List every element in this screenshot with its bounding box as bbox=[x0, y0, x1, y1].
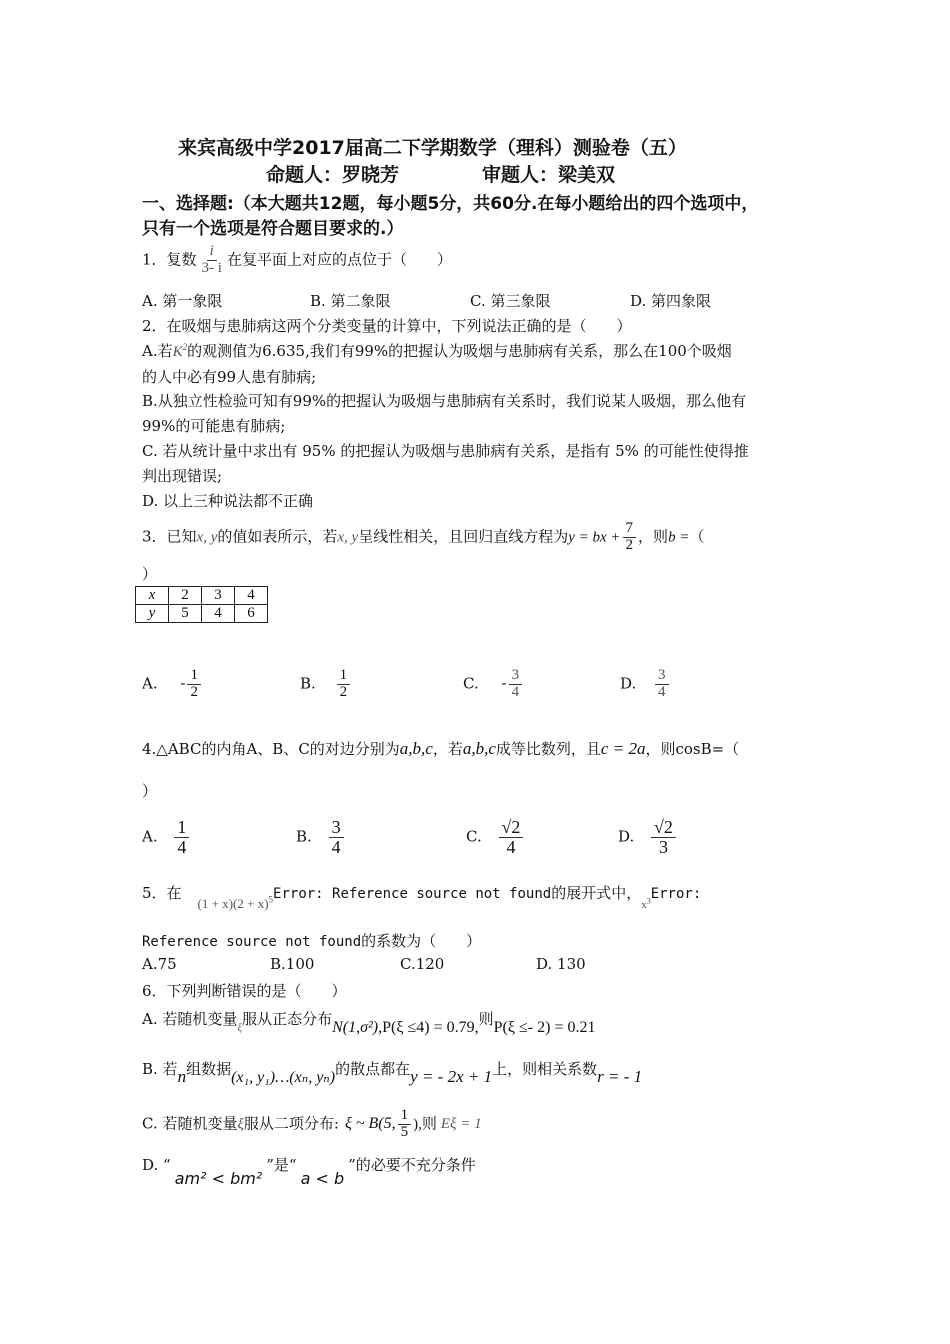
q4-option-c bbox=[466, 818, 525, 857]
option-label: D. bbox=[618, 827, 635, 846]
q5-exp: 5 bbox=[268, 894, 274, 905]
frac-den: 4 bbox=[506, 836, 516, 857]
question-1 bbox=[142, 244, 452, 277]
q3-option-b bbox=[300, 668, 352, 701]
option-sign: - bbox=[180, 674, 186, 693]
frac-num: 1 bbox=[398, 1108, 412, 1125]
q3-frac-den: 2 bbox=[625, 536, 634, 553]
q2-option-a-line1 bbox=[142, 340, 732, 361]
q2-option-c-line2: 判出现错误; bbox=[142, 467, 223, 485]
q4-abc: a,b,c bbox=[399, 739, 433, 758]
q6-a-mid: 服从正态分布 bbox=[242, 1010, 333, 1028]
xi-symbol: ξ bbox=[237, 1116, 244, 1133]
q2-option-b-line1: B.从独立性检验可知有99%的把握认为吸烟与患肺病有关系时，我们说某人吸烟，那么他有 bbox=[142, 392, 747, 410]
q6-b-pre: B. 若 bbox=[142, 1060, 178, 1078]
q1-option-d: D. 第四象限 bbox=[630, 292, 712, 310]
q6-a-then: 则 bbox=[478, 1010, 494, 1028]
q6-b-data: (x₁, y₁)…(xₙ, yₙ) bbox=[231, 1069, 336, 1086]
q1-pre: 1．复数 bbox=[142, 250, 197, 269]
q4-post: ，则cosB=（ bbox=[645, 740, 740, 758]
q6-b-r: r = - 1 bbox=[597, 1067, 643, 1086]
option-label: B. bbox=[300, 674, 316, 693]
option-fraction bbox=[651, 818, 676, 857]
frac-den: 4 bbox=[511, 683, 520, 700]
section-heading-line1: 一、选择题:（本大题共12题，每小题5分，共60分.在每小题给出的四个选项中， bbox=[142, 194, 759, 214]
q4-mid: ，若 bbox=[432, 740, 463, 758]
table-row bbox=[136, 587, 268, 605]
q6-b-post: 上，则相关系数 bbox=[492, 1060, 598, 1078]
q4-pre: 4.△ABC的内角A、B、C的对边分别为 bbox=[142, 740, 400, 758]
q6-d-mid: ”是“ bbox=[266, 1156, 297, 1174]
q3-xy: x, y bbox=[196, 529, 218, 546]
section-heading-line2: 只有一个选项是符合题目要求的.） bbox=[142, 219, 404, 239]
q2-option-c-line1: C. 若从统计量中求出有 95% 的把握认为吸烟与患肺病有关系，是指有 5% 的可能性使得推 bbox=[142, 442, 749, 460]
xi-symbol: ξ bbox=[237, 1022, 243, 1034]
option-label: C. bbox=[466, 827, 482, 846]
q1-option-a: A. 第一象限 bbox=[142, 292, 223, 310]
table-row bbox=[136, 605, 268, 623]
q3-option-a bbox=[142, 668, 203, 701]
q5-expr: (1 + x)(2 + x) bbox=[197, 896, 269, 911]
q3-xy2: x, y bbox=[337, 529, 359, 546]
q3-mid1: 的值如表所示，若 bbox=[217, 527, 338, 546]
q1-post: 在复平面上对应的点位于（ ） bbox=[226, 250, 452, 269]
frac-den: 4 bbox=[177, 836, 187, 857]
q3-frac-num: 7 bbox=[623, 521, 637, 538]
q4-mid2: 成等比数列，且 bbox=[495, 740, 601, 758]
q5-post: 的系数为（ ） bbox=[361, 932, 482, 950]
q6-option-d bbox=[142, 1154, 476, 1188]
q5-error-1: Error: Reference source not found bbox=[273, 886, 552, 902]
q6-d-post: ”的必要不充分条件 bbox=[348, 1156, 476, 1174]
q4-option-a bbox=[142, 818, 191, 857]
q1-option-c: C. 第三象限 bbox=[470, 292, 551, 310]
frac-num: 1 bbox=[174, 818, 189, 838]
q6-c-fraction bbox=[398, 1108, 412, 1141]
q6-b-line: y = - 2x + 1 bbox=[410, 1067, 493, 1086]
q4-abc-2: a,b,c bbox=[462, 739, 496, 758]
q6-c-dist-post: ), bbox=[413, 1116, 422, 1133]
author-label: 命题人：罗晓芳 bbox=[266, 164, 400, 186]
frac-num: 1 bbox=[337, 668, 351, 685]
q5-option-a: A.75 bbox=[142, 955, 177, 973]
table-cell: 3 bbox=[202, 587, 235, 605]
option-fraction bbox=[337, 668, 351, 701]
q1-fraction bbox=[199, 244, 225, 277]
q6-a-prob2: P(ξ ≤- 2) = 0.21 bbox=[493, 1019, 596, 1036]
q2-stem: 2．在吸烟与患肺病这两个分类变量的计算中，下列说法正确的是（ ） bbox=[142, 317, 632, 335]
q6-b-mid: 组数据 bbox=[186, 1060, 232, 1078]
q5-x: x bbox=[641, 899, 647, 911]
q5-error-2a: Error: bbox=[650, 886, 702, 902]
table-cell: 4 bbox=[202, 605, 235, 623]
frac-den: 5 bbox=[400, 1123, 409, 1140]
frac-num: 3 bbox=[655, 668, 669, 685]
option-sign: - bbox=[501, 674, 507, 693]
frac-num: √2 bbox=[651, 818, 676, 838]
q3-table bbox=[135, 586, 268, 623]
table-cell: 5 bbox=[169, 605, 202, 623]
frac-den: 3 bbox=[658, 836, 668, 857]
option-label: A. bbox=[142, 827, 158, 846]
q6-c-pre: C. 若随机变量 bbox=[142, 1114, 238, 1133]
q5-option-c: C.120 bbox=[400, 955, 445, 973]
frac-num: √2 bbox=[499, 818, 524, 838]
q3-b: b = bbox=[668, 529, 690, 546]
q6-option-b bbox=[142, 1058, 643, 1086]
q5-x-exp: 3 bbox=[646, 896, 651, 906]
q4-condition: c = 2a bbox=[600, 739, 646, 758]
q1-num: i bbox=[207, 244, 217, 261]
q3-mid2: 呈线性相关，且回归直线方程为 bbox=[358, 527, 569, 546]
q3-paren: （ bbox=[689, 527, 705, 546]
q5-x3 bbox=[641, 896, 651, 911]
q6-option-a bbox=[142, 1008, 596, 1036]
frac-den: 4 bbox=[331, 836, 341, 857]
q3-close-paren: ） bbox=[142, 565, 158, 583]
option-label: C. bbox=[463, 674, 479, 693]
frac-den: 4 bbox=[658, 683, 666, 700]
table-cell: 2 bbox=[169, 587, 202, 605]
q5-pre: 5．在 bbox=[142, 884, 182, 902]
q5-option-b: B.100 bbox=[270, 955, 315, 973]
reviewer-label: 审题人：梁美双 bbox=[482, 164, 616, 186]
option-label: B. bbox=[296, 827, 312, 846]
q2-option-d: D. 以上三种说法都不正确 bbox=[142, 492, 314, 510]
frac-num: 3 bbox=[329, 818, 344, 838]
q2-a-post: 的观测值为6.635,我们有99%的把握认为吸烟与患肺病有关系，那么在100个吸烟 bbox=[187, 342, 732, 360]
frac-den: 2 bbox=[190, 683, 198, 700]
option-fraction bbox=[329, 818, 344, 857]
q5-error-2b: Reference source not found bbox=[142, 934, 362, 950]
q4-option-b bbox=[296, 818, 346, 857]
option-label: D. bbox=[620, 674, 637, 693]
table-cell: y bbox=[136, 605, 169, 623]
question-5-line1 bbox=[142, 882, 702, 911]
q3-pre: 3．已知 bbox=[142, 527, 197, 546]
question-4 bbox=[142, 738, 739, 759]
frac-num: 3 bbox=[509, 668, 523, 685]
q2-option-b-line2: 99%的可能患有肺病; bbox=[142, 417, 286, 435]
k-squared: $K^2$ bbox=[172, 342, 188, 360]
option-fraction bbox=[655, 668, 669, 701]
q2-a-pre: A.若 bbox=[142, 342, 173, 360]
q3-equation: y = bx + bbox=[568, 529, 621, 546]
table-cell: 4 bbox=[235, 587, 268, 605]
q6-b-mid2: 的散点都在 bbox=[335, 1060, 411, 1078]
frac-den: 2 bbox=[339, 683, 348, 700]
option-fraction bbox=[187, 668, 201, 701]
question-3 bbox=[142, 521, 704, 554]
q4-close-paren: ） bbox=[142, 782, 158, 800]
q6-a-distribution: N(1,σ²), bbox=[332, 1019, 383, 1036]
q5-option-d: D. 130 bbox=[536, 955, 586, 973]
frac-num: 1 bbox=[187, 668, 201, 685]
q6-stem: 6．下列判断错误的是（ ） bbox=[142, 982, 347, 1000]
q6-d-expr1: am² < bm² bbox=[174, 1169, 263, 1188]
option-label: A. bbox=[142, 674, 158, 693]
q1-option-b: B. 第二象限 bbox=[310, 292, 391, 310]
table-cell: 6 bbox=[235, 605, 268, 623]
q1-den: 3- i bbox=[201, 259, 222, 276]
q6-d-expr2: a < b bbox=[300, 1169, 345, 1188]
q3-eq-fraction bbox=[623, 521, 637, 554]
q3-post: ，则 bbox=[638, 527, 669, 546]
q6-option-c bbox=[142, 1108, 482, 1141]
q3-option-d bbox=[620, 668, 671, 701]
q6-c-expectation: Eξ = 1 bbox=[440, 1116, 482, 1133]
q6-a-prob1: P(ξ ≤4) = 0.79, bbox=[382, 1019, 479, 1036]
q4-option-d bbox=[618, 818, 678, 857]
q6-b-n: n bbox=[177, 1067, 187, 1086]
option-fraction bbox=[174, 818, 189, 857]
q5-expression bbox=[198, 896, 273, 911]
question-5-line2 bbox=[142, 930, 481, 951]
q2-option-a-line2: 的人中必有99人患有肺病; bbox=[142, 368, 317, 386]
q5-mid: 的展开式中， bbox=[551, 884, 642, 902]
page-title: 来宾高级中学2017届高二下学期数学（理科）测验卷（五） bbox=[178, 137, 687, 159]
q6-d-pre: D. “ bbox=[142, 1156, 171, 1174]
q3-option-c bbox=[463, 668, 524, 701]
q6-c-then: 则 bbox=[421, 1114, 437, 1133]
option-fraction bbox=[499, 818, 524, 857]
q6-c-mid: 服从二项分布: bbox=[243, 1114, 339, 1133]
q6-c-dist-pre: ξ ~ B(5, bbox=[344, 1115, 396, 1133]
table-cell: x bbox=[136, 587, 169, 605]
q6-a-pre: A. 若随机变量 bbox=[142, 1010, 238, 1028]
option-fraction bbox=[509, 668, 523, 701]
